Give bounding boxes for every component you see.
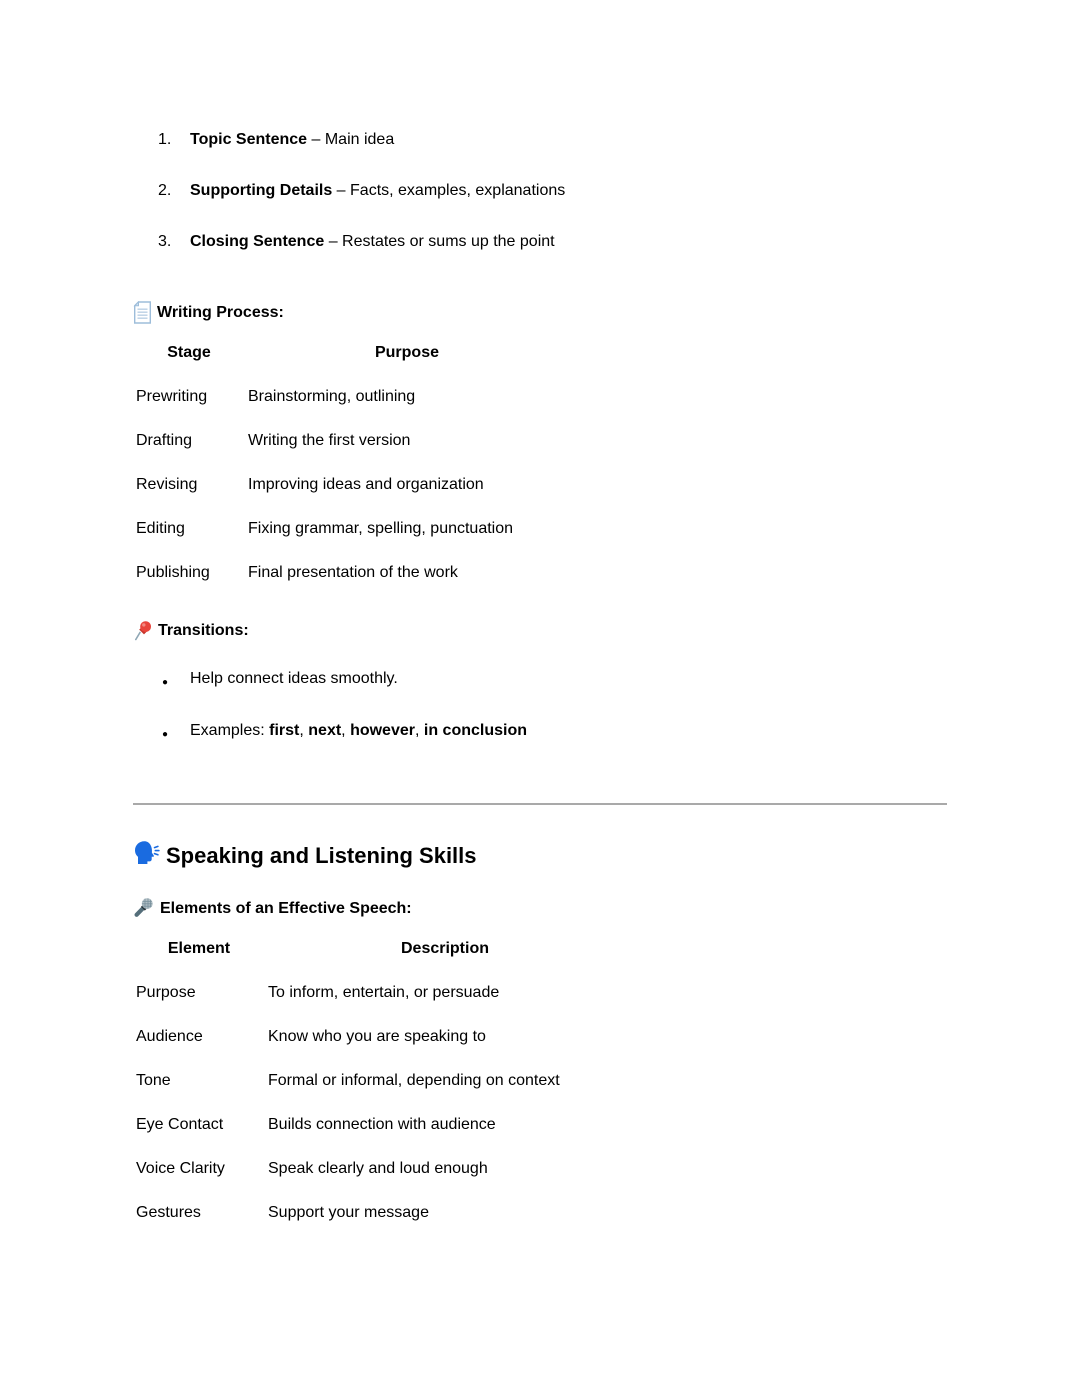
speech-elements-title: Elements of an Effective Speech:: [160, 899, 412, 917]
list-number: 1.: [158, 131, 172, 148]
writing-process-heading: [133, 301, 947, 323]
list-term: Topic Sentence: [190, 131, 308, 148]
list-item: [133, 130, 947, 149]
section-divider: [133, 803, 947, 805]
table-cell: Voice Clarity: [136, 1160, 225, 1177]
list-item-text: [190, 130, 394, 149]
table-cell: Know who you are speaking to: [268, 1028, 486, 1045]
table-cell: Fixing grammar, spelling, punctuation: [248, 520, 514, 537]
bullet-text: Help connect ideas smoothly.: [190, 670, 398, 687]
table-cell: Improving ideas and organization: [248, 476, 484, 493]
list-term: Closing Sentence: [190, 233, 325, 250]
table-cell: Final presentation of the work: [248, 564, 458, 581]
speech-elements-table: [133, 939, 947, 1222]
list-item-text: [190, 181, 565, 200]
list-item: [133, 181, 947, 200]
speaking-head-icon: [133, 840, 160, 871]
list-item: [133, 232, 947, 251]
writing-process-title: Writing Process:: [157, 303, 284, 321]
list-definition: – Restates or sums up the point: [324, 233, 555, 250]
column-header: Description: [400, 940, 489, 957]
table-cell: To inform, entertain, or persuade: [268, 984, 500, 1001]
list-definition: – Main idea: [307, 131, 395, 148]
table-cell: Purpose: [136, 984, 196, 1001]
column-header: Stage: [167, 344, 211, 361]
table-cell: Formal or informal, depending on context: [268, 1072, 560, 1089]
table-cell: Builds connection with audience: [268, 1116, 496, 1133]
paragraph-structure-list: [133, 130, 947, 251]
table-cell: Editing: [136, 520, 185, 537]
table-cell: Support your message: [268, 1204, 429, 1221]
table-cell: Audience: [136, 1028, 203, 1045]
transitions-list: [133, 669, 947, 740]
writing-process-table: [133, 343, 947, 582]
table-cell: Brainstorming, outlining: [248, 388, 416, 405]
table-cell: Eye Contact: [136, 1116, 224, 1133]
list-definition: – Facts, examples, explanations: [332, 182, 566, 199]
bullet-item: [133, 721, 947, 740]
transitions-title: Transitions:: [158, 621, 249, 639]
list-item-text: [190, 232, 555, 251]
document-icon: [133, 301, 152, 324]
table-cell: Prewriting: [136, 388, 208, 405]
example-word: first: [269, 722, 300, 739]
example-word: in conclusion: [423, 722, 527, 739]
table-cell: Revising: [136, 476, 198, 493]
example-word: however: [350, 722, 415, 739]
transitions-heading: [133, 619, 947, 641]
pushpin-icon: [133, 620, 153, 641]
table-cell: Drafting: [136, 432, 193, 449]
example-word: next: [308, 722, 342, 739]
bullet-item: [133, 669, 947, 688]
table-cell: Speak clearly and loud enough: [268, 1160, 488, 1177]
speech-elements-heading: [133, 897, 947, 919]
list-number: 3.: [158, 233, 172, 250]
column-header: Element: [167, 940, 231, 957]
table-cell: Gestures: [136, 1204, 201, 1221]
column-header: Purpose: [374, 344, 439, 361]
speaking-section-heading: [133, 840, 947, 871]
microphone-icon: [133, 897, 155, 919]
list-term: Supporting Details: [190, 182, 333, 199]
table-cell: Writing the first version: [248, 432, 411, 449]
bullet-text: Examples: first, next, however, in conclusion: [190, 722, 527, 739]
table-cell: Tone: [136, 1072, 171, 1089]
list-number: 2.: [158, 182, 172, 199]
speaking-section-title: Speaking and Listening Skills: [166, 843, 477, 868]
table-cell: Publishing: [136, 564, 210, 581]
